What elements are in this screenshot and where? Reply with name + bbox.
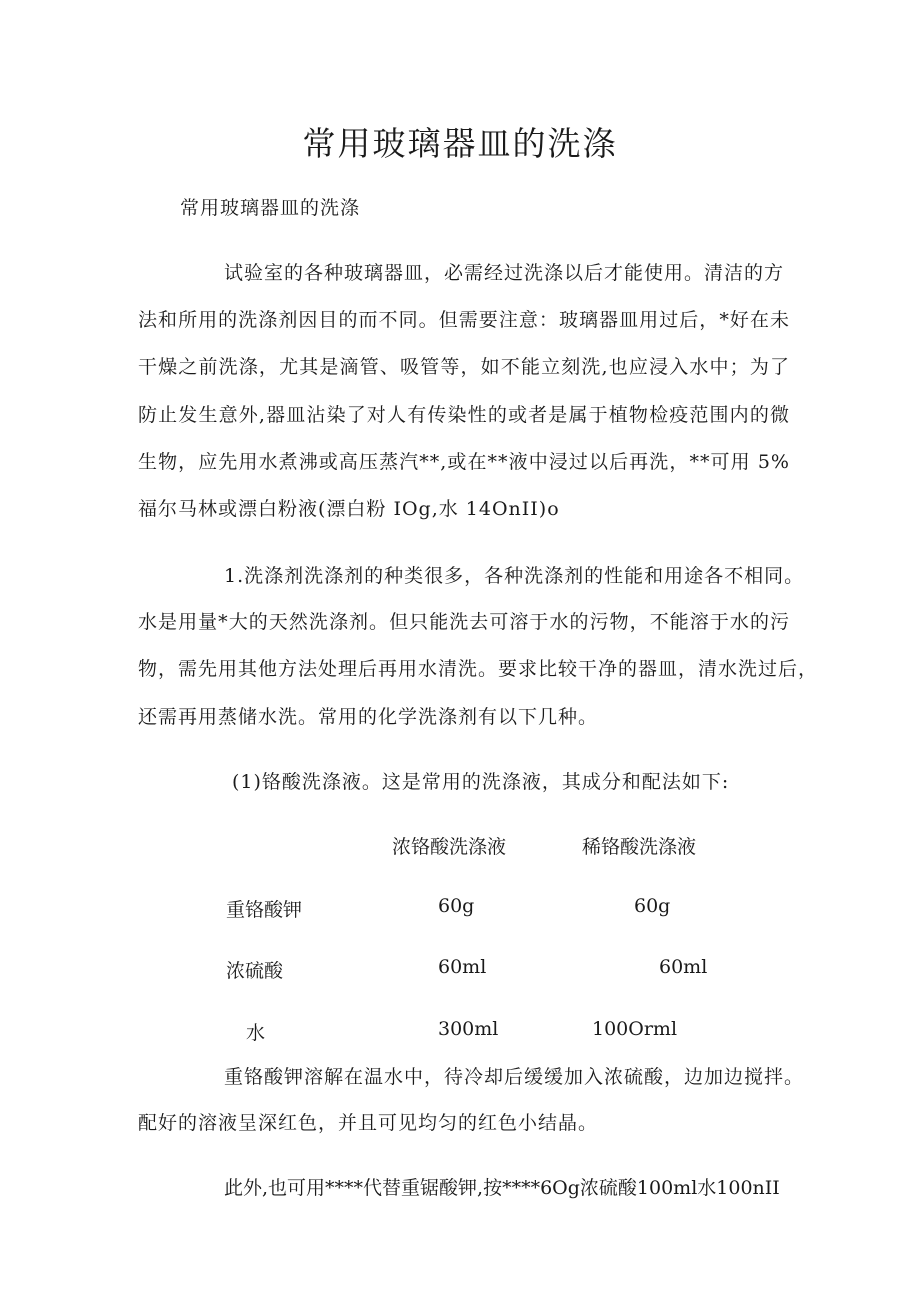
table-cell-strong: 300ml xyxy=(438,1018,499,1040)
table-row-label: 重铬酸钾 xyxy=(226,899,303,921)
table-cell-strong: 60g xyxy=(438,895,475,917)
para1-line-2: 法和所用的洗涤剂因目的而不同。但需要注意：玻璃器皿用过后，*好在未 xyxy=(138,309,790,331)
para2-line-2: 水是用量*大的天然洗涤剂。但只能洗去可溶于水的污物，不能溶于水的污 xyxy=(138,611,790,633)
para1-line-5: 生物，应先用水煮沸或高压蒸汽**,或在**液中浸过以后再洗，**可用 5% xyxy=(138,451,790,473)
para2-line-4: 还需再用蒸储水洗。常用的化学洗涤剂有以下几种。 xyxy=(138,706,599,728)
table-row-label: 水 xyxy=(246,1022,266,1044)
para2-line-3: 物，需先用其他方法处理后再用水清洗。要求比较干净的器皿，清水洗过后， xyxy=(138,658,819,680)
para5-line: 此外,也可用****代替重锯酸钾,按****6Og浓硫酸100ml水100nII xyxy=(224,1177,780,1199)
para1-line-1: 试验室的各种玻璃器皿，必需经过洗涤以后才能使用。清洁的方 xyxy=(224,262,785,284)
table-row-label: 浓硫酸 xyxy=(226,960,284,982)
para4-line-1: 重铬酸钾溶解在温水中，待冷却后缓缓加入浓硫酸，边加边搅拌。 xyxy=(224,1066,805,1088)
table-cell-dilute: 60g xyxy=(634,895,671,917)
table-cell-dilute: 100Orml xyxy=(592,1018,678,1040)
para1-line-4: 防止发生意外,器皿沾染了对人有传染性的或者是属于植物检疫范围内的微 xyxy=(138,404,790,426)
para4-line-2: 配好的溶液呈深红色，并且可见均匀的红色小结晶。 xyxy=(138,1112,599,1134)
para1-line-3: 干燥之前洗涤，尤其是滴管、吸管等，如不能立刻洗,也应浸入水中；为了 xyxy=(138,356,790,378)
table-cell-dilute: 60ml xyxy=(659,956,708,978)
document-subtitle: 常用玻璃器皿的洗涤 xyxy=(180,197,361,219)
document-title: 常用玻璃器皿的洗涤 xyxy=(302,124,618,163)
table-cell-strong: 60ml xyxy=(438,956,487,978)
para2-line-1: 1.洗涤剂洗涤剂的种类很多，各种洗涤剂的性能和用途各不相同。 xyxy=(224,565,805,587)
table-header-dilute: 稀铬酸洗涤液 xyxy=(582,836,697,858)
para3-line: (1)铬酸洗涤液。这是常用的洗涤液，其成分和配法如下: xyxy=(232,771,730,793)
para1-line-6: 福尔马林或漂白粉液(漂白粉 IOg,水 14OnII)o xyxy=(138,498,560,520)
table-header-strong: 浓铬酸洗涤液 xyxy=(392,836,507,858)
